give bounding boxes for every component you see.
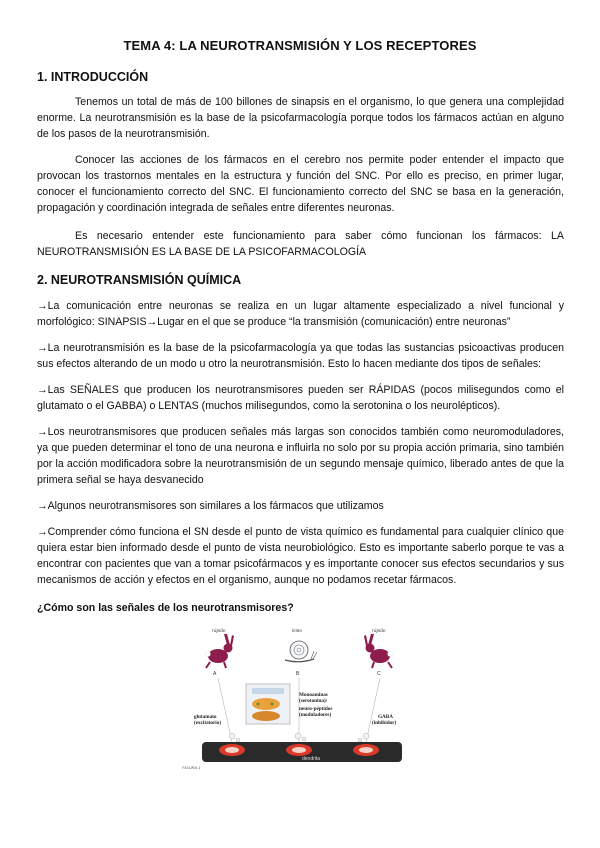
label-glutamato: glutamato — [194, 714, 217, 720]
slow-label: lento — [292, 629, 302, 634]
section-heading-neurotransmision-quimica: 2. NEUROTRANSMISIÓN QUÍMICA — [37, 273, 242, 287]
fast-label-left: rápido — [212, 629, 226, 634]
paragraph: →La neurotransmisión es la base de la psicofarmacología ya que todas las sustancias psicoactivas producen sus efectos alterando de un modo u otro la neurotransmisión. Esto lo hacen mediante dos tipos de señales: — [37, 342, 564, 370]
question-heading: ¿Cómo son las señales de los neurotransmisores? — [37, 602, 294, 614]
document-title: TEMA 4: LA NEUROTRANSMISIÓN Y LOS RECEPTORES — [123, 38, 477, 53]
receptor-signal-left — [219, 744, 245, 756]
paragraph: Tenemos un total de más de 100 billones de sinapsis en el organismo, lo que genera una complejidad enorme. La neurotransmisión es la base de la psicofarmacología porque todos los fármacos actúan en alguno de los pasos de la neurotransmisión. — [37, 96, 564, 140]
figure-caption: FIGURA 1 — [182, 765, 201, 770]
rabbit-icon-left — [206, 634, 235, 668]
paragraph: →Algunos neurotransmisores son similares a los fármacos que utilizamos — [37, 500, 384, 512]
rabbit-icon-right — [364, 634, 393, 668]
paragraph: →Las SEÑALES que producen los neurotransmisores pueden ser RÁPIDAS (pocos milisegundos como el glutamato o el GABBA) o LENTAS (muchos milisegundos, como la serotonina o los neurolépticos). — [37, 384, 564, 412]
label-serotonina: (serotonina)/ — [299, 698, 328, 704]
snail-icon — [285, 641, 317, 662]
paragraph: Conocer las acciones de los fármacos en el cerebro nos permite poder entender el impacto que provocan los trastornos mentales en la estructura y función del SNC. Por ello es preciso, en primer lugar, conocer el funcionamiento correcto del SNC. El funcionamiento correcto del SNC se basa en la generación, propagación y coordinación integrada de señales entre diferentes neuronas. — [37, 154, 564, 214]
label-a: A — [213, 671, 217, 677]
receptor-signal-right — [353, 744, 379, 756]
paragraph: →Los neurotransmisores que producen señales más largas son conocidos también como neuromoduladores, ya que pueden determinar el tono de una neurona e influirla no solo por su propia acción primaria, sino también por la acción modificadora sobre la neurotransmisión de un segundo mensaje químico, liberado antes de que la primera señal se haya desvanecido — [37, 426, 564, 486]
label-b: B — [296, 671, 300, 677]
inset-diagram — [246, 684, 290, 724]
label-dendrita: dendrita — [302, 756, 321, 762]
label-inhibidor: (inhibidor) — [372, 720, 397, 726]
paragraph: Es necesario entender este funcionamiento para saber cómo funcionan los fármacos: LA NEUROTRANSMISIÓN ES LA BASE DE LA PSICOFARMACOLOGÍA — [37, 230, 564, 258]
label-excitatorio: (excitatorio) — [194, 720, 222, 726]
neurotransmitter-signals-figure — [180, 624, 422, 774]
paragraph: →Comprender cómo funciona el SN desde el punto de vista químico es fundamental para cualquier clínico que quiera estar bien informado desde el punto de vista neurobiológico. Esto es importante saberlo porque te vas a encontrar con pacientes que van a tomar psicofármacos y es importante conocer sus efectos secundarios y sus mecanismos de acción y efectos en el organismo, aunque no podamos recetar fármacos. — [37, 526, 564, 586]
fast-label-right: rápido — [372, 629, 386, 634]
label-monoaminas: Monoaminas — [299, 692, 328, 698]
label-c: C — [377, 671, 381, 677]
section-heading-introduccion: 1. INTRODUCCIÓN — [37, 70, 149, 84]
receptor-signal-middle — [286, 744, 312, 756]
label-gaba: GABA — [378, 714, 393, 720]
label-moduladores: (moduladores) — [299, 712, 332, 718]
label-neuropeptidos: neuro-péptidos — [299, 706, 333, 712]
paragraph: →La comunicación entre neuronas se realiza en un lugar altamente especializado a nivel funcional y morfológico: SINAPSIS→Lugar en el que se produce “la transmisión (comunicación) entre neuronas” — [37, 300, 564, 328]
